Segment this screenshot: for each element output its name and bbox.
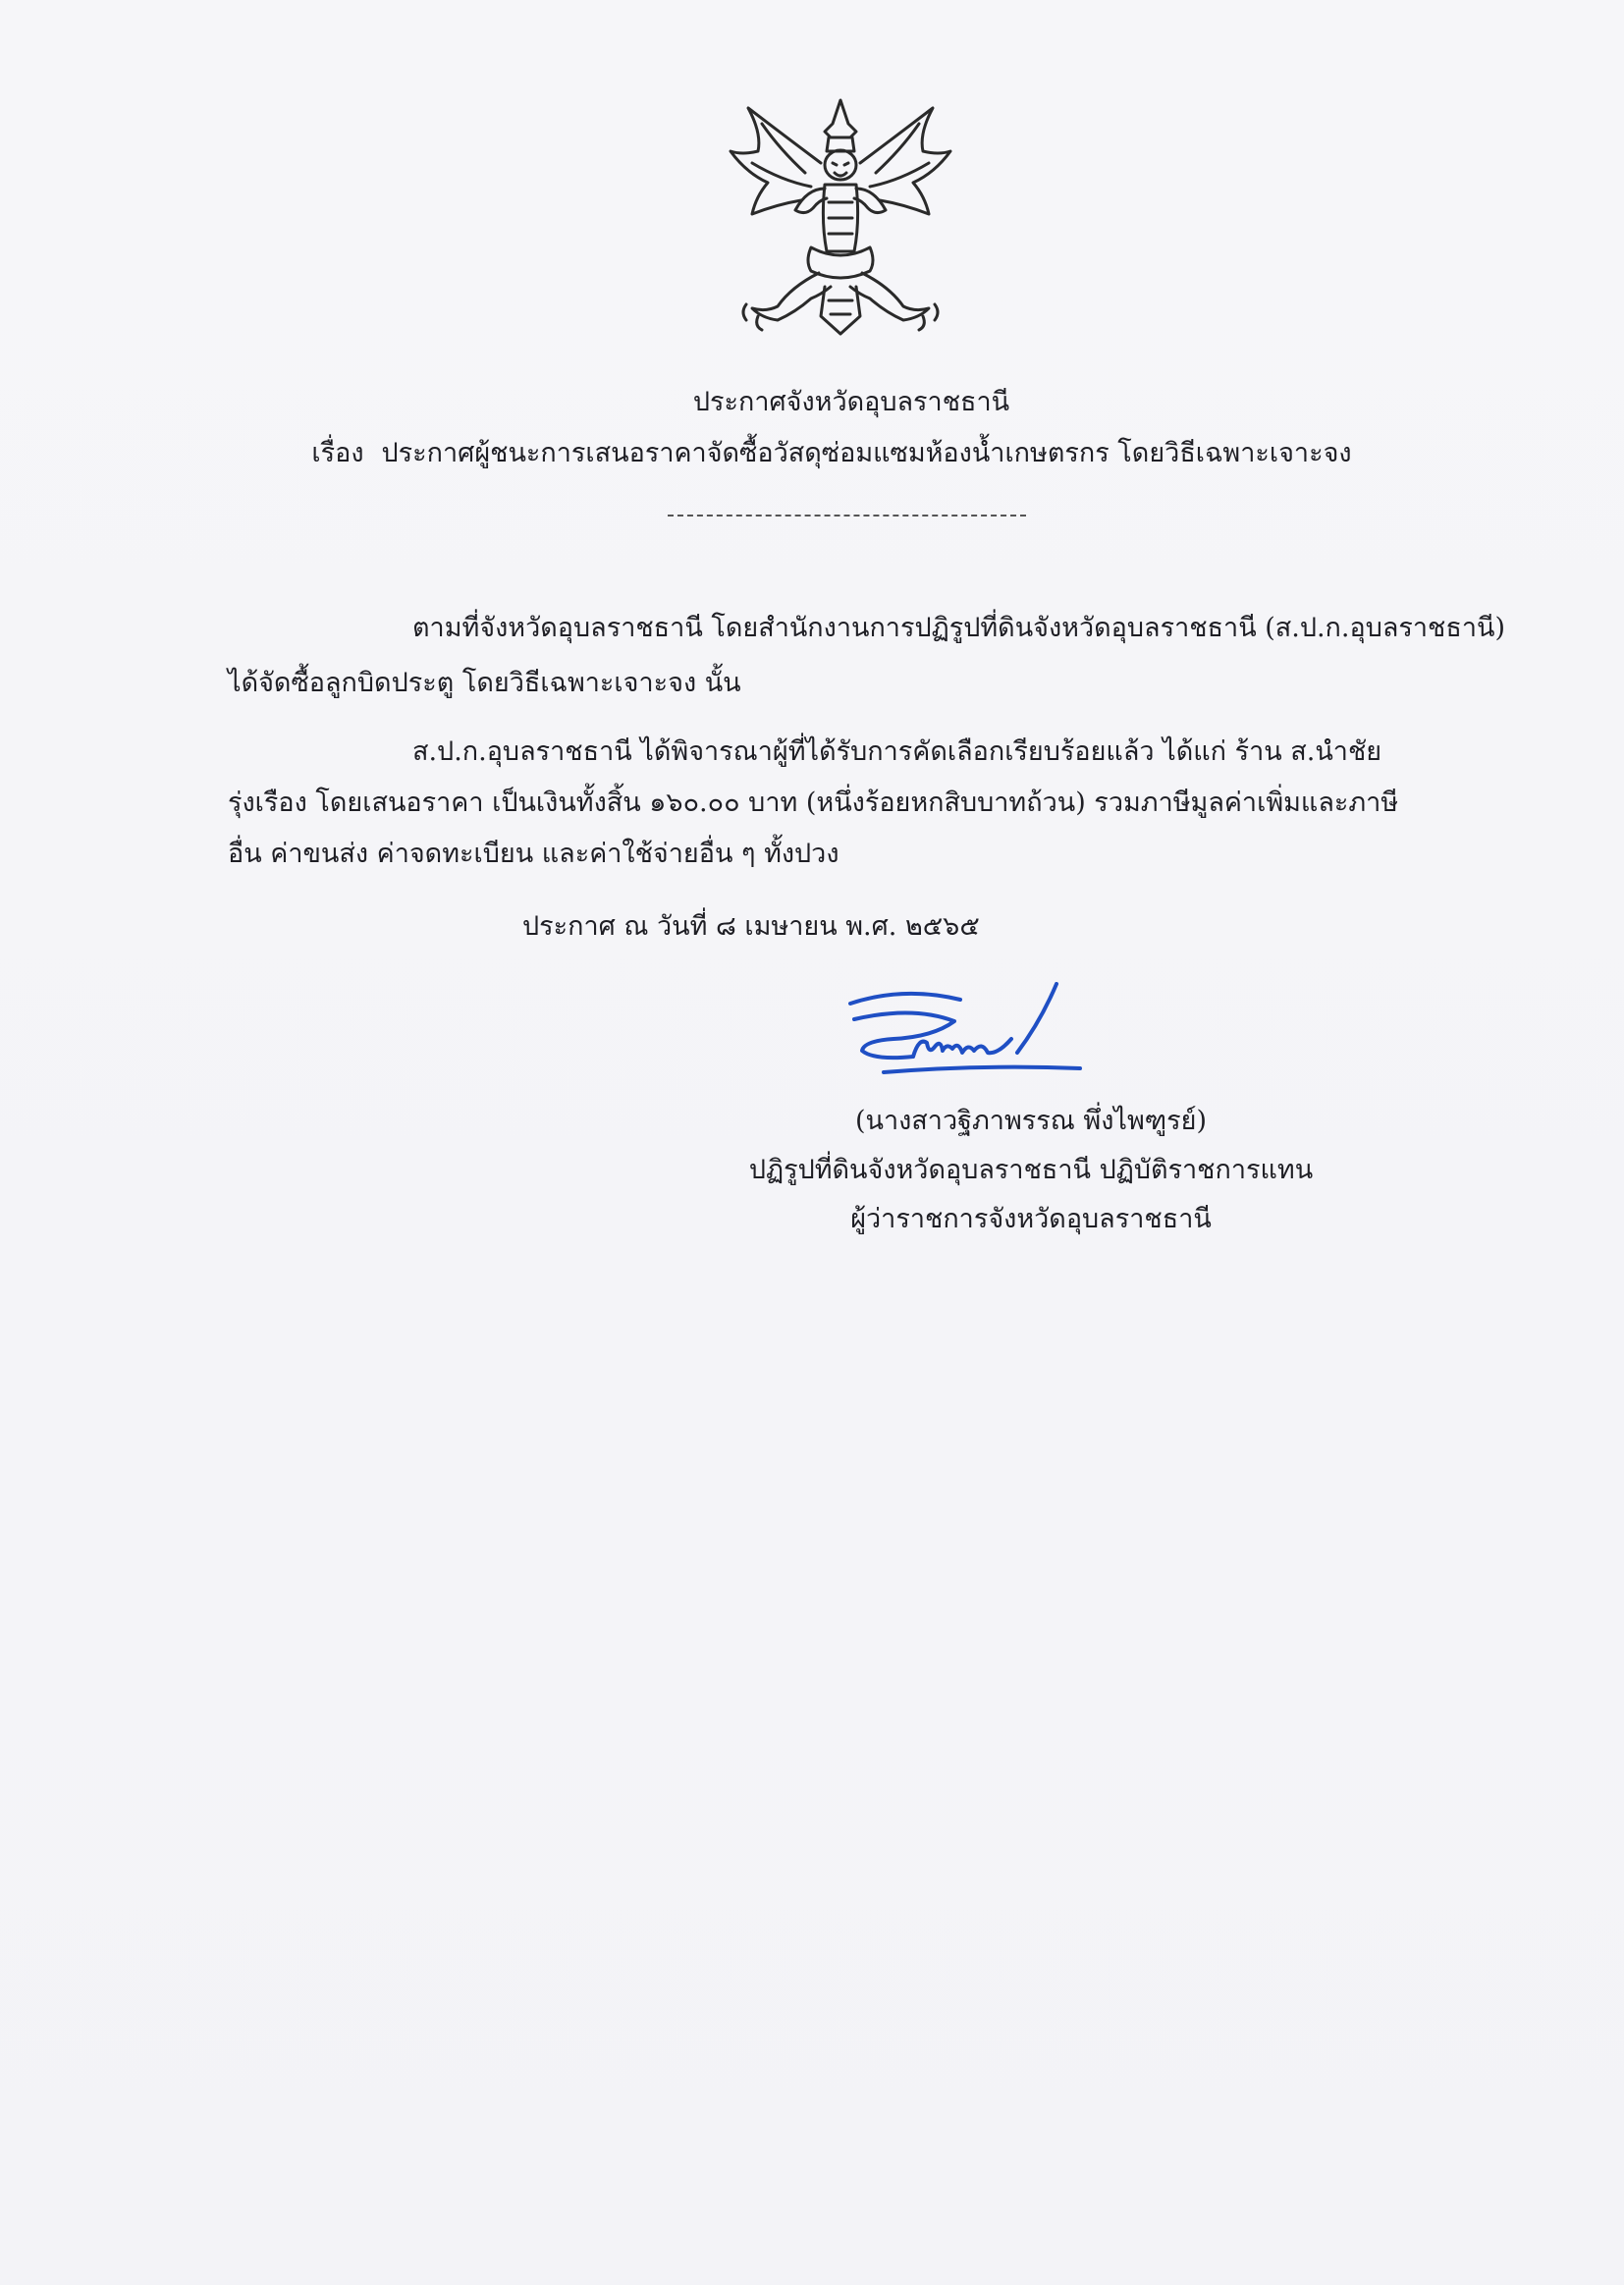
paragraph1-line2: ได้จัดซื้อลูกบิดประตู โดยวิธีเฉพาะเจาะจง นั้น [228,668,741,698]
subject-text: ประกาศผู้ชนะการเสนอราคาจัดซื้อวัสดุซ่อมแซมห้องน้ำเกษตรกร โดยวิธีเฉพาะเจาะจง [381,438,1352,468]
paragraph2-line1: ส.ป.ก.อุบลราชธานี ได้พิจารณาผู้ที่ได้รับการคัดเลือกเรียบร้อยแล้ว ได้แก่ ร้าน ส.นำชัย [412,736,1382,767]
paragraph2-line2: รุ่งเรือง โดยเสนอราคา เป็นเงินทั้งสิ้น ๑๖๐.๐๐ บาท (หนึ่งร้อยหกสิบบาทถ้วน) รวมภาษีมูลค่าเพิ่มและภาษี [228,788,1399,818]
signer-title-line1: ปฏิรูปที่ดินจังหวัดอุบลราชธานี ปฏิบัติราชการแทน [748,1155,1314,1185]
handwritten-signature-icon [844,982,1100,1100]
title-separator [668,515,1026,517]
subject-label: เรื่อง [311,438,364,468]
garuda-emblem-icon [723,94,958,340]
paragraph2-line3: อื่น ค่าขนส่ง ค่าจดทะเบียน และค่าใช้จ่ายอื่น ๆ ทั้งปวง [228,839,839,869]
signer-name: (นางสาวฐิภาพรรณ พึ่งไพฑูรย์) [854,1106,1208,1136]
paragraph1-line1: ตามที่จังหวัดอุบลราชธานี โดยสำนักงานการปฏิรูปที่ดินจังหวัดอุบลราชธานี (ส.ป.ก.อุบลราชธานี) [412,613,1505,643]
signer-title-line2: ผู้ว่าราชการจังหวัดอุบลราชธานี [850,1204,1212,1234]
announcement-date: ประกาศ ณ วันที่ ๘ เมษายน พ.ศ. ๒๕๖๕ [522,911,980,942]
document-title: ประกาศจังหวัดอุบลราชธานี [692,387,1010,417]
document-subject [20,434,1624,473]
